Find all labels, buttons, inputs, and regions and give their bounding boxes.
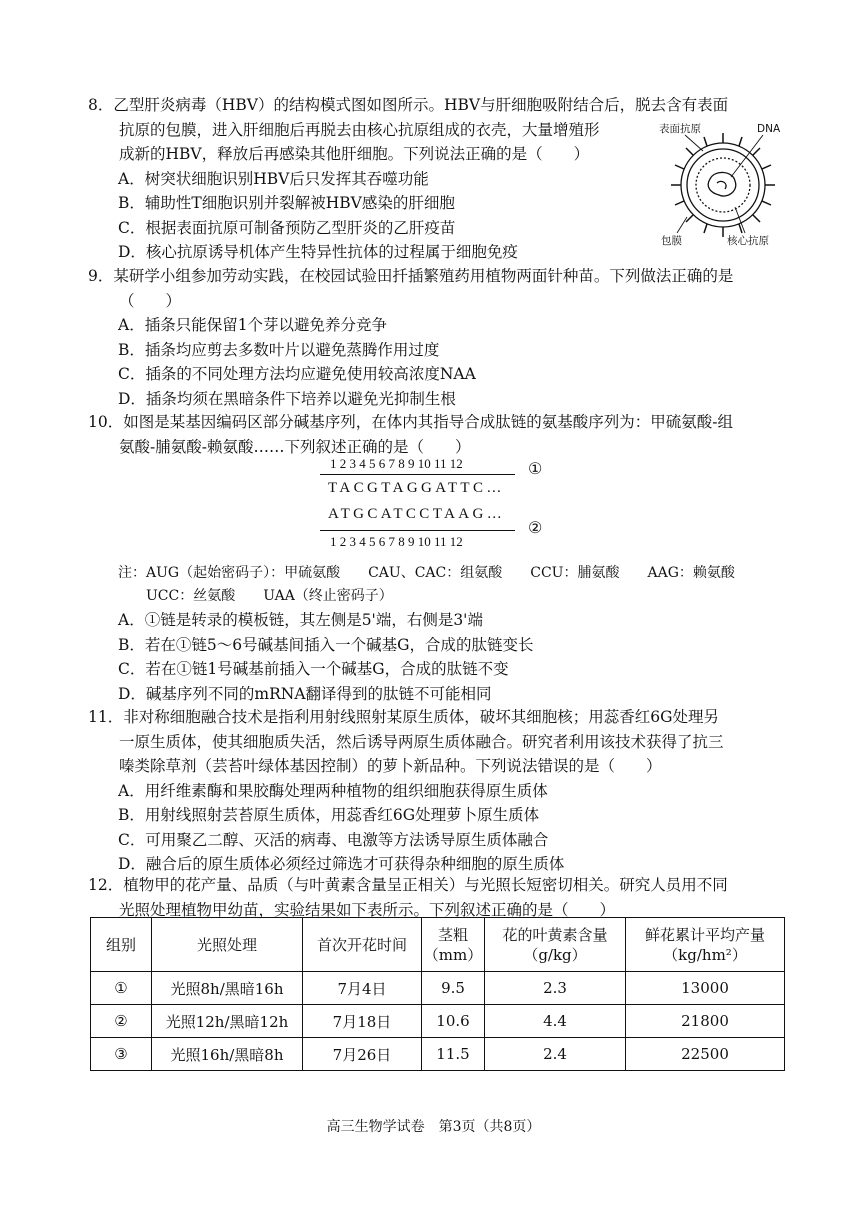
label-dna: DNA [757,123,781,135]
question-12 [88,873,788,922]
q9-option-d: D．插条均须在黑暗条件下培养以避免光抑制生根 [118,389,456,408]
q9-option-a: A．插条只能保留1个芽以避免养分竞争 [118,316,388,334]
dna-sequence-figure [320,456,560,552]
base-numbers-top: 1 2 3 4 5 6 7 8 9 10 11 12 [330,456,463,471]
q10-option-c: C．若在①链1号碱基前插入一个碱基G，合成的肽链不变 [118,660,509,678]
question-11 [88,705,788,877]
results-table [90,917,785,1071]
label-surface-antigen: 表面抗原 [659,123,701,135]
q9-option-b: B．插条均应剪去多数叶片以避免蒸腾作用过度 [118,340,440,359]
header-light-treatment: 光照处理 [152,918,303,972]
q8-option-b: B．辅助性T细胞识别并裂解被HBV感染的肝细胞 [118,194,455,212]
strand-2-marker: ② [528,520,543,537]
q10-stem-line-2: 氨酸-脯氨酸-赖氨酸……下列叙述正确的是（ ） [119,437,471,456]
question-10-stem [88,410,788,459]
hbv-structure-figure [655,121,790,251]
q8-stem-line-3: 成新的HBV，释放后再感染其他肝细胞。下列说法正确的是（ ） [119,145,590,163]
table-row: ① 光照8h/黑暗16h 7月4日 9.5 2.3 13000 [91,972,785,1005]
q10-option-d: D．碱基序列不同的mRNA翻译得到的肽链不可能相同 [118,684,492,703]
header-group: 组别 [91,918,152,972]
q11-option-c: C．可用聚乙二醇、灭活的病毒、电激等方法诱导原生质体融合 [118,830,549,849]
q10-option-a: A．①链是转录的模板链，其左侧是5'端，右侧是3'端 [118,611,483,629]
question-10-options [88,608,788,706]
q11-stem-line-3: 嗪类除草剂（芸苔叶绿体基因控制）的萝卜新品种。下列说法错误的是（ ） [119,757,662,775]
q8-stem-line-2: 抗原的包膜，进入肝细胞后再脱去由核心抗原组成的衣壳，大量增殖形 [119,120,600,139]
q8-option-a: A．树突状细胞识别HBV后只发挥其吞噬功能 [118,169,429,188]
q8-stem-line-1: 8．乙型肝炎病毒（HBV）的结构模式图如图所示。HBV与肝细胞吸附结合后，脱去含有表面 [88,96,729,114]
table-row: ③ 光照16h/黑暗8h 7月26日 11.5 2.4 22500 [91,1038,785,1071]
q9-option-c: C．插条的不同处理方法均应避免使用较高浓度NAA [118,365,476,383]
q11-option-a: A．用纤维素酶和果胶酶处理两种植物的组织细胞获得原生质体 [118,781,548,800]
label-envelope: 包膜 [661,235,682,247]
q9-stem-line-2: （ ） [119,291,182,310]
header-stem-diameter: 茎粗 （mm） [422,918,485,972]
strand-2-sequence: ATGCATCCTAAG… [328,506,506,522]
strand-2-line [320,530,515,531]
q8-option-c: C．根据表面抗原可制备预防乙型肝炎的乙肝疫苗 [118,218,456,237]
label-core-antigen: 核心抗原 [727,235,769,247]
table-row: ② 光照12h/黑暗12h 7月18日 10.6 4.4 21800 [91,1005,785,1038]
codon-note-line-2: UCC：丝氨酸 UAA（终止密码子） [118,588,393,604]
question-9 [88,264,788,411]
strand-1-line [320,474,515,475]
header-lutein: 花的叶黄素含量 （g/kg） [485,918,626,972]
header-first-flowering: 首次开花时间 [303,918,422,972]
q8-option-d: D．核心抗原诱导机体产生特异性抗体的过程属于细胞免疫 [118,243,518,261]
strand-1-sequence: TACGTAGGATTC… [328,480,505,496]
header-yield: 鲜花累计平均产量 （kg/hm²） [626,918,785,972]
q11-option-b: B．用射线照射芸苔原生质体，用蕊香红6G处理萝卜原生质体 [118,806,540,824]
q9-stem-line-1: 9．某研学小组参加劳动实践，在校园试验田扦插繁殖药用植物两面针种苗。下列做法正确的是 [88,267,734,285]
q10-stem-line-1: 10．如图是某基因编码区部分碱基序列，在体内其指导合成肽链的氨基酸序列为：甲硫氨酸-组 [88,413,733,431]
q10-option-b: B．若在①链5～6号碱基间插入一个碱基G，合成的肽链变长 [118,635,534,654]
q12-stem-line-1: 12．植物甲的花产量、品质（与叶黄素含量呈正相关）与光照长短密切相关。研究人员用不同 [88,876,728,894]
q12-stem-line-2: 光照处理植物甲幼苗，实验结果如下表所示。下列叙述正确的是（ ） [119,900,616,919]
base-numbers-bottom: 1 2 3 4 5 6 7 8 9 10 11 12 [330,534,463,549]
q11-stem-line-2: 一原生质体，使其细胞质失活，然后诱导两原生质体融合。研究者利用该技术获得了抗三 [119,732,724,751]
strand-1-marker: ① [528,461,543,478]
hbv-virus-diagram [655,121,790,251]
q11-stem-line-1: 11．非对称细胞融合技术是指利用射线照射某原生质体，破坏其细胞核；用蕊香红6G处理另 [88,708,719,726]
q11-option-d: D．融合后的原生质体必须经过筛选才可获得杂种细胞的原生质体 [118,855,565,873]
page-footer: 高三生物学试卷 第3页（共8页） [326,1119,541,1135]
codon-note-line-1: 注：AUG（起始密码子）：甲硫氨酸 CAU、CAC：组氨酸 CCU：脯氨酸 AAG：赖氨酸 [118,565,735,581]
table-header-row [91,918,785,972]
codon-note [118,562,798,608]
